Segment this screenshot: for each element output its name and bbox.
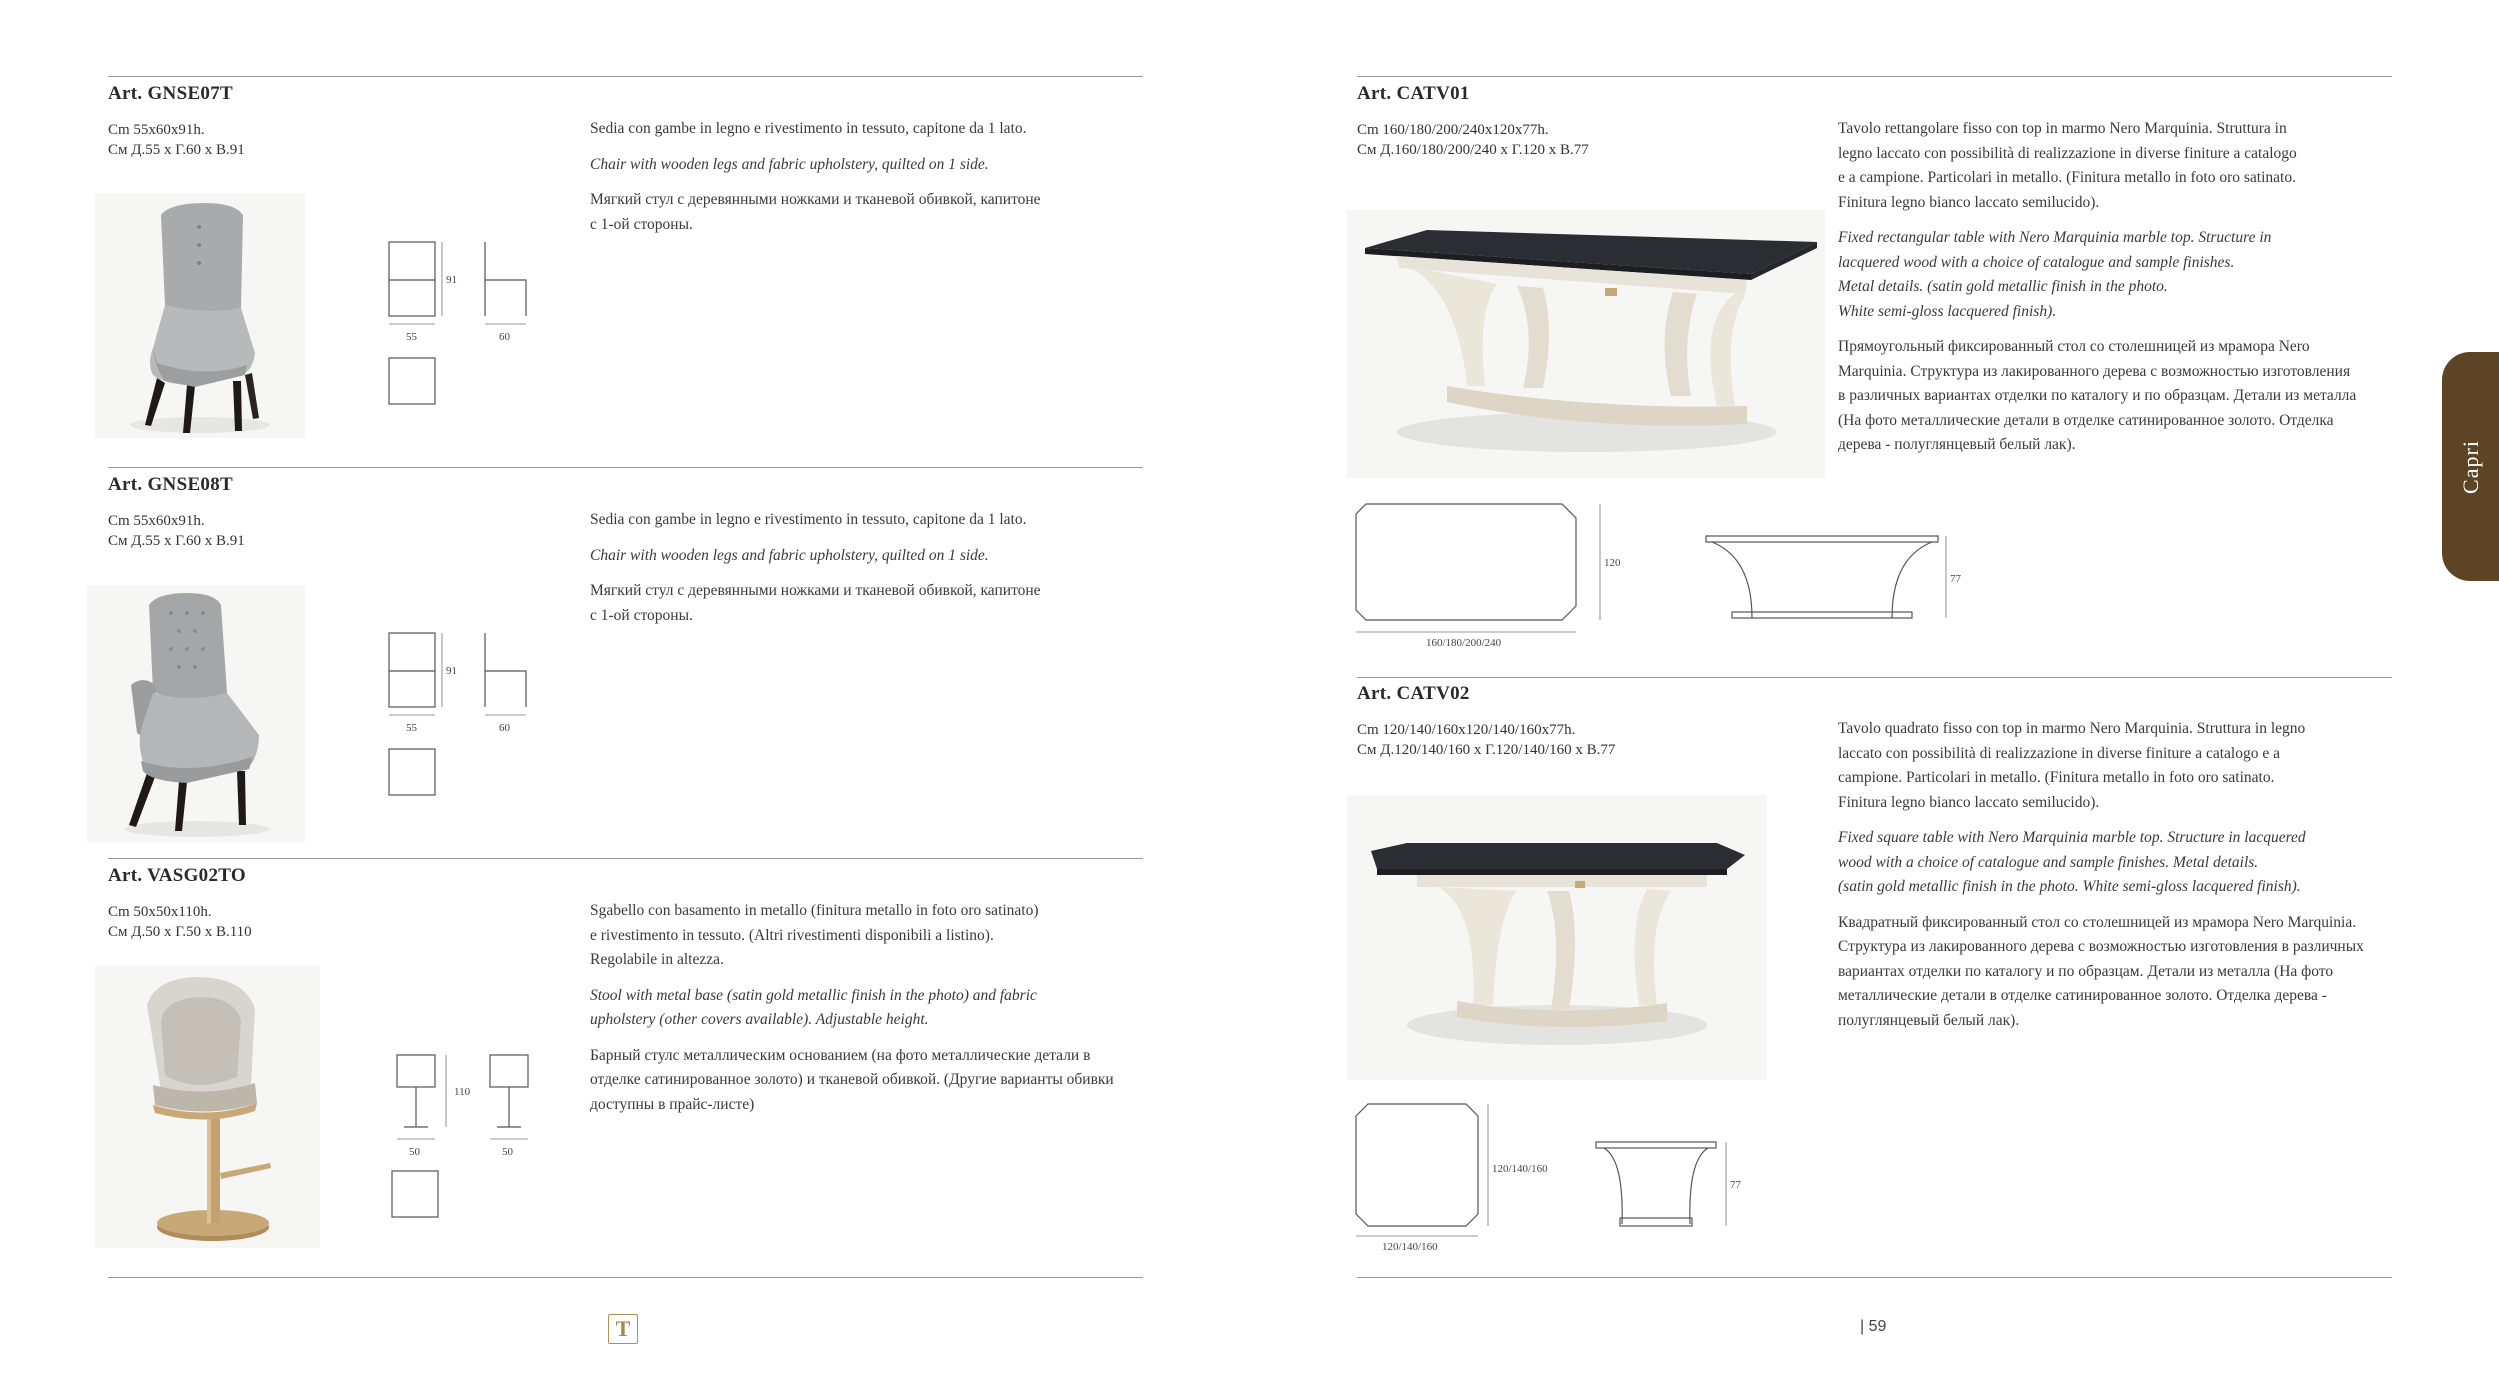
product-dimensions: Cm 55x60x91h. См Д.55 х Г.60 х В.91 (108, 513, 245, 549)
description-italian: Sedia con gambe in legno e rivestimento in tessuto, capitone da 1 lato. (590, 511, 1027, 528)
description-italian: Tavolo rettangolare fisso con top in marmo Nero Marquinia. Struttura in legno laccato con possibilità di realizzazione in diverse finiture a catalogo e a campione. Particolari in metallo. (Finitura metallo in foto oro satinato. Finitura legno bianco laccato semilucido). (1838, 120, 2297, 211)
depth-label: 120 (1604, 557, 1621, 569)
description-russian: Барный стулс металлическим основанием (на фото металлические детали в отделке сатинированное золото) и тканевой обивкой. (Другие варианты обивки доступны в прайс-листе) (590, 1046, 1114, 1113)
product-title: Art. VASG02TO (108, 865, 246, 886)
description-russian: Мягкий стул с деревянными ножками и тканевой обивкой, капитоне с 1-ой стороны. (590, 191, 1041, 233)
divider (108, 76, 1143, 77)
description-italian: Sedia con gambe in legno e rivestimento in tessuto, capitone da 1 lato. (590, 120, 1027, 137)
description-english: Fixed square table with Nero Marquinia marble top. Structure in lacquered wood with a choice of catalogue and sample finishes. Metal details. (satin gold metallic finish in the photo. White semi-gloss lacquered finish). (1838, 829, 2306, 895)
divider (108, 467, 1143, 468)
depth-label: 60 (499, 722, 510, 734)
depth-label: 120/140/160 (1492, 1163, 1548, 1175)
divider (1357, 677, 2392, 678)
stool-photo (95, 965, 320, 1248)
product-dimensions: Cm 50x50x110h. См Д.50 х Г.50 х В.110 (108, 904, 252, 940)
description-english: Stool with metal base (satin gold metallic finish in the photo) and fabric upholstery (other covers available). Adjustable height. (590, 986, 1037, 1028)
description-russian: Прямоугольный фиксированный стол со столешницей из мрамора Nero Marquinia. Структура из лакированного дерева с возможностью изготовления в различных вариантах отделки по каталогу и по образцам. Детали из металла (На фото металлические детали в отделке сатинированное золото. Отделка дерева - полуглянцевый белый лак). (1838, 338, 2357, 453)
length-label: 160/180/200/240 (1426, 637, 1502, 649)
width-label: 55 (406, 722, 417, 734)
product-title: Art. GNSE07T (108, 83, 233, 104)
height-label: 110 (454, 1086, 471, 1098)
collection-side-tab[interactable] (2442, 352, 2499, 581)
dimension-diagram (392, 1051, 542, 1221)
height-label: 91 (446, 665, 457, 677)
height-label: 91 (446, 274, 457, 286)
chair-photo (95, 193, 305, 438)
depth-label: 50 (502, 1146, 513, 1158)
product-description (590, 117, 1041, 248)
chair-photo (87, 585, 305, 843)
dimension-diagram (382, 629, 542, 801)
height-label: 77 (1950, 573, 1961, 585)
product-title: Art. CATV02 (1357, 683, 1470, 704)
description-russian: Мягкий стул с деревянными ножками и тканевой обивкой, капитоне с 1-ой стороны. (590, 582, 1041, 624)
product-dimensions: Cm 55x60x91h. См Д.55 х Г.60 х В.91 (108, 122, 245, 158)
product-description (590, 899, 1114, 1128)
product-dimensions: Cm 160/180/200/240x120x77h. См Д.160/180/200/240 х Г.120 х В.77 (1357, 122, 1589, 158)
width-label: 55 (406, 331, 417, 343)
table-photo (1347, 210, 1825, 478)
length-label: 120/140/160 (1382, 1241, 1438, 1253)
divider (1357, 76, 2392, 77)
description-english: Fixed rectangular table with Nero Marquinia marble top. Structure in lacquered wood with a choice of catalogue and sample finishes. Metal details. (satin gold metallic finish in the photo. White semi-gloss lacquered finish). (1838, 229, 2272, 320)
dimension-diagram (1352, 500, 1961, 650)
width-label: 50 (409, 1146, 420, 1158)
divider (1357, 1277, 2392, 1278)
depth-label: 60 (499, 331, 510, 343)
divider (108, 1277, 1143, 1278)
side-tab-label: Capri (2457, 439, 2483, 494)
product-description (590, 508, 1041, 639)
product-title: Art. CATV01 (1357, 83, 1470, 104)
description-english: Chair with wooden legs and fabric upholstery, quilted on 1 side. (590, 155, 989, 173)
dimension-diagram (1352, 1100, 1752, 1255)
product-title: Art. GNSE08T (108, 474, 233, 495)
brand-logo: T (608, 1314, 638, 1344)
divider (108, 858, 1143, 859)
page-number: | 59 (1860, 1318, 1887, 1335)
product-description (1838, 717, 2364, 1044)
product-description (1838, 117, 2356, 469)
height-label: 77 (1730, 1179, 1741, 1191)
description-italian: Sgabello con basamento in metallo (finitura metallo in foto oro satinato) e rivestimento in tessuto. (Altri rivestimenti disponibili a listino). Regolabile in altezza. (590, 902, 1039, 968)
description-italian: Tavolo quadrato fisso con top in marmo Nero Marquinia. Struttura in legno laccato con possibilità di realizzazione in diverse finiture a catalogo e a campione. Particolari in metallo. (Finitura metallo in foto oro satinato. Finitura legno bianco laccato semilucido). (1838, 720, 2306, 811)
description-russian: Квадратный фиксированный стол со столешницей из мрамора Nero Marquinia. Структура из лакированного дерева с возможностью изготовления в различных вариантах отделки по каталогу и по образцам. Детали из металла (На фото металлические детали в отделке сатинированное золото. Отделка дерева - полуглянцевый белый лак). (1838, 913, 2364, 1029)
dimension-diagram (382, 238, 542, 410)
description-english: Chair with wooden legs and fabric upholstery, quilted on 1 side. (590, 546, 989, 564)
product-dimensions: Cm 120/140/160x120/140/160x77h. См Д.120/140/160 х Г.120/140/160 х В.77 (1357, 722, 1616, 758)
table-photo (1347, 795, 1767, 1080)
